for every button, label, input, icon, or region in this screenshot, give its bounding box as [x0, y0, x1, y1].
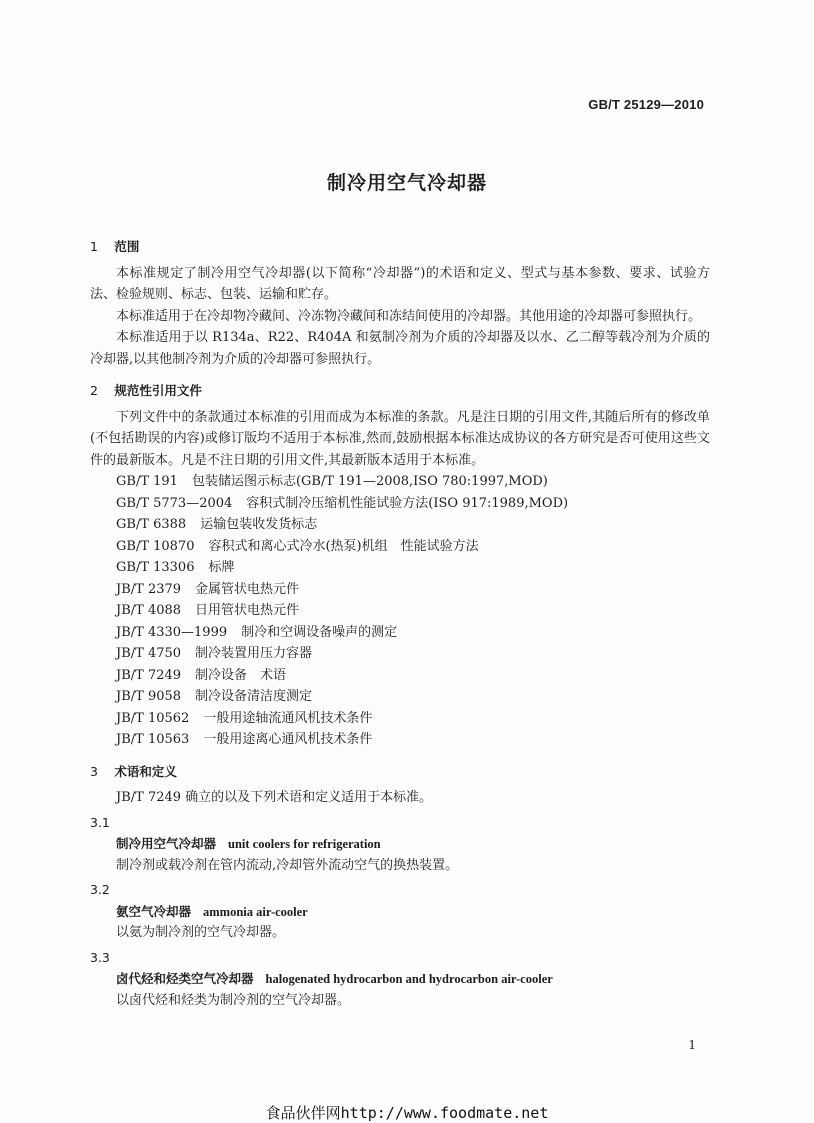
reference-code: GB/T 5773—2004 — [116, 495, 233, 511]
reference-item — [90, 514, 710, 536]
reference-code: JB/T 10563 — [116, 732, 190, 747]
term-name — [90, 968, 710, 990]
reference-title: 制冷装置用压力容器 — [195, 646, 313, 661]
reference-title: 运输包装收发货标志 — [200, 517, 318, 532]
section-title: 范围 — [114, 239, 140, 254]
reference-item — [90, 622, 710, 644]
reference-title: 包装储运图示标志(GB/T 191—2008,ISO 780:1997,MOD) — [191, 474, 548, 489]
reference-code: JB/T 7249 — [116, 667, 182, 683]
document-body — [90, 236, 710, 1011]
term-chinese: 制冷用空气冷却器 — [116, 836, 217, 851]
reference-item — [90, 686, 710, 708]
reference-title: 制冷设备 术语 — [195, 667, 287, 683]
term-english: halogenated hydrocarbon and hydrocarbon air-cooler — [265, 972, 553, 986]
reference-item — [90, 665, 710, 687]
term-name — [90, 833, 710, 855]
standard-code: GB/T 25129—2010 — [588, 97, 704, 112]
reference-title: 容积式制冷压缩机性能试验方法(ISO 917:1989,MOD) — [246, 495, 569, 511]
reference-title: 日用管状电热元件 — [195, 603, 300, 618]
reference-item — [90, 643, 710, 665]
reference-item — [90, 471, 710, 493]
reference-code: GB/T 10870 — [116, 538, 195, 554]
reference-code: JB/T 10562 — [116, 710, 190, 726]
term-definition: 以卤代烃和烃类为制冷剂的空气冷却器。 — [116, 992, 351, 1008]
reference-item — [90, 708, 710, 730]
reference-item — [90, 600, 710, 622]
reference-code: JB/T 2379 — [116, 581, 182, 597]
section-title: 术语和定义 — [114, 763, 177, 779]
reference-code: JB/T 4088 — [116, 603, 182, 618]
section-2-heading — [90, 380, 710, 402]
term-number: 3.3 — [90, 949, 110, 965]
term-definition: 以氨为制冷剂的空气冷却器。 — [116, 925, 286, 940]
paragraph: 下列文件中的条款通过本标准的引用而成为本标准的条款。凡是注日期的引用文件,其随后所有的修改单(不包括勘误的内容)或修订版均不适用于本标准,然而,鼓励根据本标准达成协议的各方研究是否可使用这些文件的最新版本。凡是不注日期的引用文件,其最新版本适用于本标准。 — [90, 409, 710, 468]
section-title: 规范性引用文件 — [114, 383, 202, 398]
term-english: unit coolers for refrigeration — [228, 837, 381, 851]
reference-item — [90, 729, 710, 751]
reference-title: 一般用途离心通风机技术条件 — [203, 732, 373, 747]
section-1-heading — [90, 236, 710, 258]
reference-title: 制冷和空调设备噪声的测定 — [241, 624, 398, 640]
paragraph: JB/T 7249 确立的以及下列术语和定义适用于本标准。 — [116, 790, 433, 805]
reference-code: GB/T 6388 — [116, 517, 187, 532]
paragraph: 本标准适用于以 R134a、R22、R404A 和氨制冷剂为介质的冷却器及以水、乙二醇等载冷剂为介质的冷却器,以其他制冷剂为介质的冷却器可参照执行。 — [90, 330, 710, 367]
reference-title: 金属管状电热元件 — [195, 581, 300, 597]
term-chinese: 氨空气冷却器 — [116, 903, 192, 919]
section-number: 3 — [90, 763, 98, 779]
paragraph: 本标准规定了制冷用空气冷却器(以下简称“冷却器”)的术语和定义、型式与基本参数、要求、试验方法、检验规则、标志、包装、运输和贮存。 — [90, 265, 710, 302]
term-chinese: 卤代烃和烃类空气冷却器 — [116, 971, 254, 986]
reference-item — [90, 579, 710, 601]
reference-code: GB/T 13306 — [116, 560, 195, 575]
section-number: 2 — [90, 383, 98, 398]
reference-code: JB/T 4330—1999 — [116, 624, 228, 640]
term-number: 3.2 — [90, 882, 110, 897]
reference-item — [90, 493, 710, 515]
section-number: 1 — [90, 239, 98, 254]
term-definition: 制冷剂或载冷剂在管内流动,冷却管外流动空气的换热装置。 — [116, 857, 459, 873]
reference-item — [90, 536, 710, 558]
term-english: ammonia air-cooler — [203, 904, 308, 919]
page-number: 1 — [688, 1038, 696, 1052]
reference-title: 一般用途轴流通风机技术条件 — [203, 710, 373, 726]
reference-title: 制冷设备清洁度测定 — [195, 689, 313, 704]
normative-reference-list — [90, 471, 710, 751]
paragraph: 本标准适用于在冷却物冷藏间、冷冻物冷藏间和冻结间使用的冷却器。其他用途的冷却器可参照执行。 — [116, 308, 702, 324]
reference-code: GB/T 191 — [116, 474, 178, 489]
reference-item — [90, 557, 710, 579]
footer-watermark: 食品伙伴网http://www.foodmate.net — [265, 1104, 549, 1122]
term-name — [90, 901, 710, 923]
document-title: 制冷用空气冷却器 — [326, 172, 487, 194]
reference-code: JB/T 9058 — [116, 689, 182, 704]
section-3-heading — [90, 761, 710, 783]
reference-title: 标牌 — [208, 560, 235, 575]
reference-title: 容积式和离心式冷水(热泵)机组 性能试验方法 — [208, 538, 479, 554]
reference-code: JB/T 4750 — [116, 646, 182, 661]
term-number: 3.1 — [90, 814, 110, 830]
